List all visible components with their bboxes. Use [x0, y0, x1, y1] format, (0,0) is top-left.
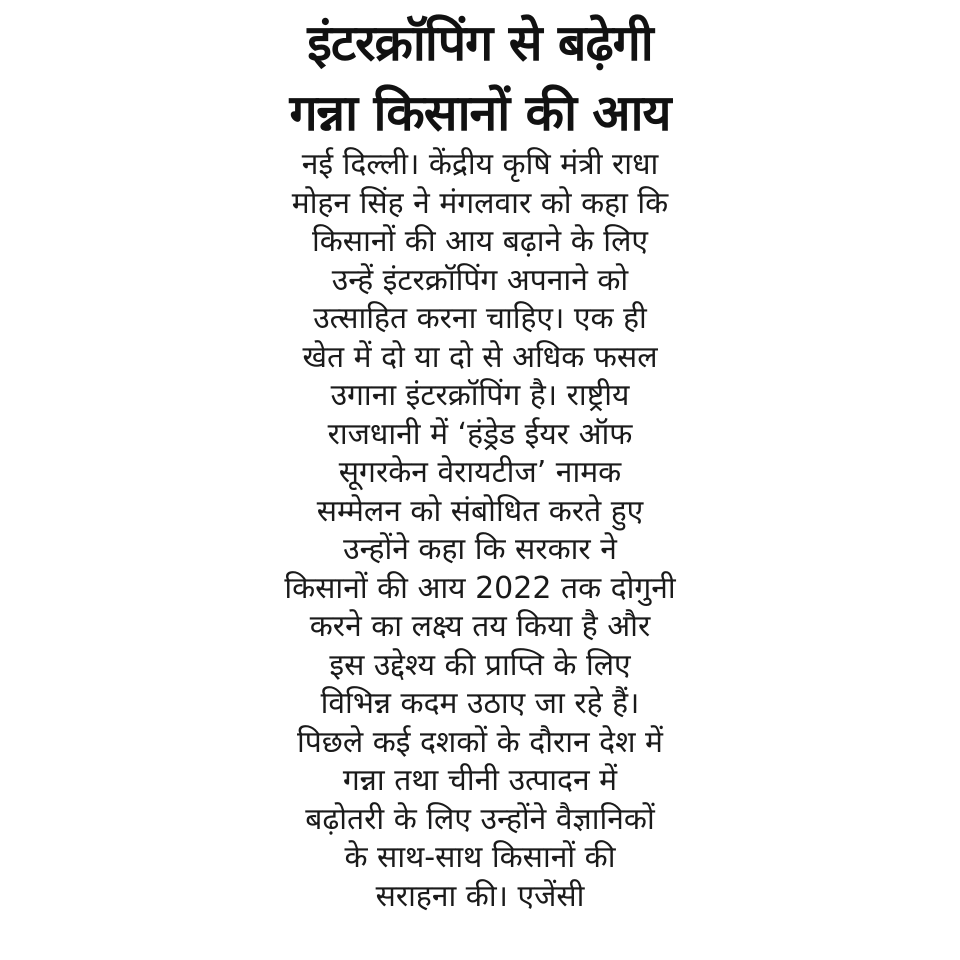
- body-line-19: के साथ-साथ किसानों की: [344, 840, 616, 875]
- body-line-13: करने का लक्ष्य तय किया है और: [309, 609, 651, 644]
- article-body: [150, 146, 810, 916]
- headline-line-2: गन्ना किसानों की आय: [289, 84, 671, 142]
- body-line-17: गन्ना तथा चीनी उत्पादन में: [342, 763, 618, 798]
- body-line-20: सराहना की। एजेंसी: [375, 878, 585, 914]
- body-line-1: नई दिल्ली। केंद्रीय कृषि मंत्री राधा: [301, 147, 659, 182]
- headline-line-1: इंटरक्रॉपिंग से बढ़ेगी: [307, 14, 653, 72]
- body-line-5: उत्साहित करना चाहिए। एक ही: [313, 301, 647, 336]
- body-line-4: उन्हें इंटरक्रॉपिंग अपनाने को: [331, 262, 629, 298]
- body-line-15: विभिन्न कदम उठाए जा रहे हैं।: [320, 686, 640, 721]
- body-line-3: किसानों की आय बढ़ाने के लिए: [311, 224, 648, 259]
- article-headline: [0, 8, 960, 148]
- body-line-7: उगाना इंटरक्रॉपिंग है। राष्ट्रीय: [330, 378, 630, 413]
- body-line-9: सूगरकेन वेरायटीज’ नामक: [338, 455, 622, 490]
- body-line-14: इस उद्देश्य की प्राप्ति के लिए: [329, 647, 631, 683]
- body-line-16: पिछले कई दशकों के दौरान देश में: [296, 724, 663, 760]
- body-line-6: खेत में दो या दो से अधिक फसल: [302, 339, 658, 375]
- body-line-10: सम्मेलन को संबोधित करते हुए: [316, 493, 644, 529]
- body-line-11: उन्होंने कहा कि सरकार ने: [343, 532, 617, 567]
- body-line-18: बढ़ोतरी के लिए उन्होंने वैज्ञानिकों: [305, 801, 655, 837]
- body-line-12: किसानों की आय 2022 तक दोगुनी: [284, 570, 676, 606]
- body-line-2: मोहन सिंह ने मंगलवार को कहा कि: [291, 185, 669, 221]
- body-line-8: राजधानी में ‘हंड्रेड ईयर ऑफ: [327, 416, 633, 452]
